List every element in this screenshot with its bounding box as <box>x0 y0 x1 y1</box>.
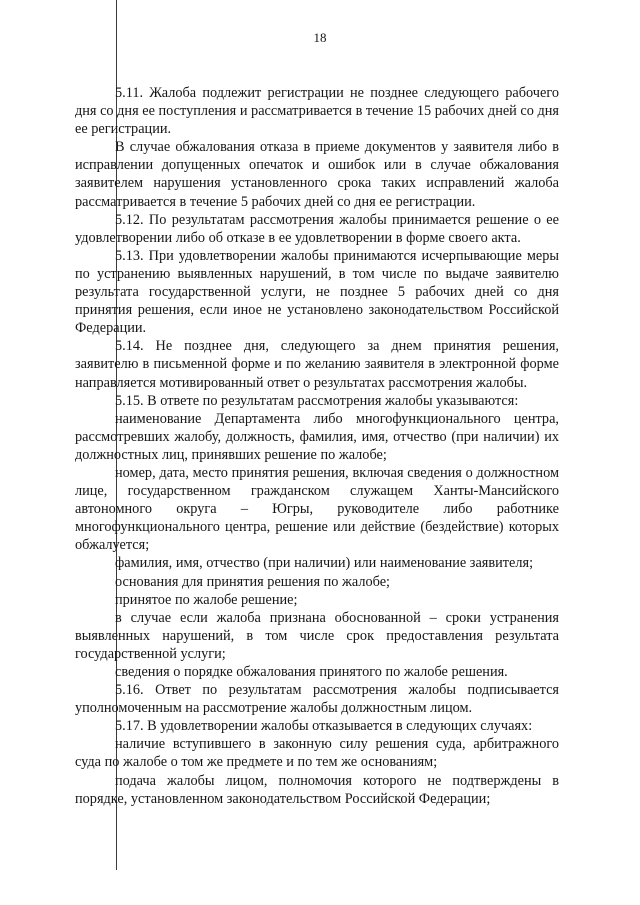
paragraph-5-16: 5.16. Ответ по результатам рассмотрения жалобы подписывается уполномоченным на рассмотрение жалобы должностным лицом. <box>75 682 559 717</box>
paragraph-5-11: 5.11. Жалоба подлежит регистрации не позднее следующего рабочего дня со дня ее поступления и рассматривается в течение 15 рабочих дней со дня ее регистрации. <box>75 85 559 138</box>
paragraph-5-12: 5.12. По результатам рассмотрения жалобы принимается решение о ее удовлетворении либо об отказе в ее удовлетворении в форме своего акта. <box>75 211 559 246</box>
paragraph-5-13: 5.13. При удовлетворении жалобы принимаются исчерпывающие меры по устранению выявленных нарушений, в том числе по выдаче заявителю результата государственной услуги, не позднее 5 рабочих дней со дня принятия решения, если иное не установлено законодательством Российской Федерации. <box>75 247 559 337</box>
list-item-department-name: наименование Департамента либо многофункционального центра, рассмотревших жалобу, должность, фамилия, имя, отчество (при наличии) их должностных лиц, принявших решение по жалобе; <box>75 410 559 463</box>
list-item-appeal-procedure: сведения о порядке обжалования принятого по жалобе решения. <box>115 664 508 680</box>
list-item-applicant-name: фамилия, имя, отчество (при наличии) или наименование заявителя; <box>115 555 534 572</box>
list-item-court-decision: наличие вступившего в законную силу решения суда, арбитражного суда по жалобе о том же предмете и по тем же основаниям; <box>75 736 559 771</box>
paragraph-appeal-refusal: В случае обжалования отказа в приеме документов у заявителя либо в исправлении допущенных опечаток и ошибок или в случае обжалования заявителем нарушения установленного срока таких исправлений жалоба рассматривается в течение 5 рабочих дней со дня ее регистрации. <box>75 139 559 210</box>
paragraph-5-14: 5.14. Не позднее дня, следующего за днем принятия решения, заявителю в письменной форме и по желанию заявителя в электронной форме направляется мотивированный ответ о результатах рассмотрения жалобы. <box>75 338 559 391</box>
paragraph-5-15: 5.15. В ответе по результатам рассмотрения жалобы указываются: <box>115 392 519 409</box>
list-item-decision-details: номер, дата, место принятия решения, включая сведения о должностном лице, государственном гражданском служащем Ханты-Мансийского автономного округа – Югры, руководителе либо работнике многофункционального центра, решение или действие (бездействие) которых обжалуется; <box>75 464 559 554</box>
list-item-remedy-terms: в случае если жалоба признана обоснованной – сроки устранения выявленных нарушений, в том числе срок предоставления результата государственной услуги; <box>75 609 559 662</box>
list-item-decision-grounds: основания для принятия решения по жалобе; <box>115 573 391 590</box>
list-item-unconfirmed-authority: подача жалобы лицом, полномочия которого не подтверждены в порядке, установленном законодательством Российской Федерации; <box>75 772 559 807</box>
document-body <box>75 84 559 808</box>
page-number: 18 <box>313 30 327 45</box>
paragraph-5-17: 5.17. В удовлетворении жалобы отказывается в следующих случаях: <box>115 718 533 735</box>
list-item-decision: принятое по жалобе решение; <box>115 591 298 608</box>
